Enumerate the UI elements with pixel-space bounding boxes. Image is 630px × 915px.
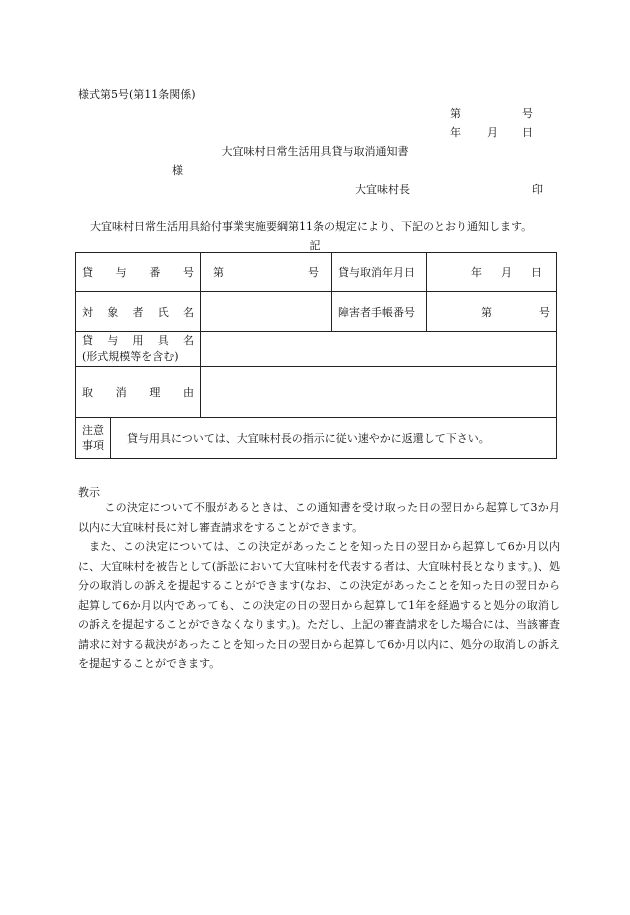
loan-number-prefix: 第 <box>213 266 224 279</box>
equipment-label <box>82 333 194 365</box>
loan-number-label: 貸与番号 <box>82 266 194 279</box>
instruction-paragraph-1: この決定について不服があるときは、この通知書を受け取った日の翌日から起算して3か月以内に大宜味村長に対し審査請求をすることができます。 <box>78 501 560 534</box>
addressee-suffix: 様 <box>172 164 183 177</box>
note-text: 貸与用具については、大宜味村長の指示に従い速やかに返還して下さい。 <box>127 432 490 445</box>
handbook-label: 障害者手帳番号 <box>338 305 415 319</box>
cancel-date-label: 貸与取消年月日 <box>338 266 415 279</box>
cancel-year: 年 <box>471 266 482 279</box>
number-suffix: 号 <box>522 107 533 120</box>
equipment-label-line2: (形式規模等を含む) <box>82 350 179 363</box>
date-year: 年 <box>450 126 461 139</box>
reason-label: 取消理由 <box>82 386 194 399</box>
reason-label-cell <box>76 367 201 418</box>
handbook-prefix: 第 <box>481 305 492 319</box>
date-month: 月 <box>487 126 498 139</box>
handbook-number-cell <box>427 292 557 332</box>
note-cell <box>76 418 557 459</box>
name-label-cell <box>76 292 201 332</box>
handbook-suffix: 号 <box>539 305 550 319</box>
reason-value-cell <box>201 367 557 418</box>
instruction-paragraph-2: また、この決定については、この決定があったことを知った日の翌日から起算して6か月以内に、大宜味村を被告として(訴訟において大宜味村を代表する者は、大宜味村長となります。)、処分の取消しの訴えを提起することができます(なお、この決定があったことを知った日の翌日から起算して6か月以内であっても、この決定の日の翌日から起算して1年を経過すると処分の取消しの訴えを提起することができなくなります。)。ただし、上記の審査請求をした場合には、当該審査請求に対する裁決があったことを知った日の翌日から起算して6か月以内に、処分の取消しの訴えを提起することができます。 <box>78 540 560 670</box>
cancel-date-label-cell <box>332 253 427 292</box>
document-title: 大宜味村日常生活用具貸与取消通知書 <box>221 145 409 158</box>
cancel-date-cell <box>427 253 557 292</box>
table-row <box>76 418 557 459</box>
seal-mark: 印 <box>532 183 543 196</box>
date-day: 日 <box>522 126 533 139</box>
table-row <box>76 367 557 418</box>
form-number: 様式第5号(第11条関係) <box>78 88 196 101</box>
instruction-heading: 教示 <box>78 486 100 499</box>
name-value-cell <box>201 292 332 332</box>
loan-number-cell <box>201 253 332 292</box>
cancel-month: 月 <box>501 266 512 279</box>
note-label-line1: 注意 <box>82 424 104 437</box>
intro-text: 大宜味村日常生活用具給付事業実施要綱第11条の規定により、下記のとおり通知します。 <box>90 220 533 233</box>
note-label <box>76 418 111 458</box>
loan-number-suffix: 号 <box>308 266 319 279</box>
loan-number-label-cell <box>76 253 201 292</box>
equipment-value-cell <box>201 332 557 367</box>
ki-heading: 記 <box>309 239 321 252</box>
cancel-day: 日 <box>531 266 542 279</box>
equipment-label-line1: 貸与用具名 <box>82 334 194 347</box>
name-label: 対象者氏名 <box>82 305 194 319</box>
table-row <box>76 332 557 367</box>
issuer-name: 大宜味村長 <box>355 183 410 196</box>
number-prefix: 第 <box>450 107 461 120</box>
notice-table <box>75 252 557 459</box>
equipment-label-cell <box>76 332 201 367</box>
table-row <box>76 292 557 332</box>
note-label-line2: 事項 <box>82 439 104 452</box>
table-row <box>76 253 557 292</box>
handbook-label-cell <box>332 292 427 332</box>
